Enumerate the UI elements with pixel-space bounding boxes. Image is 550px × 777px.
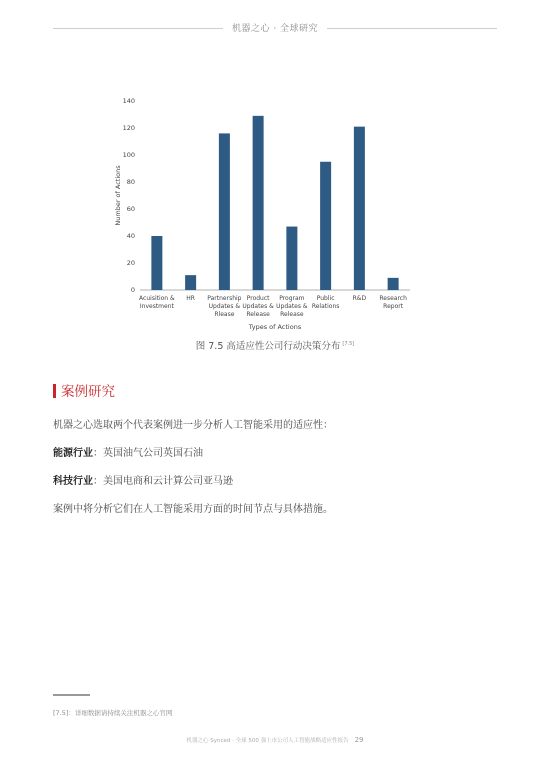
footnote: [7.5]：详细数据请持续关注机器之心官网 (53, 709, 173, 717)
bar (354, 127, 365, 290)
tech-label: 科技行业 (53, 476, 93, 487)
x-tick-label: Release (280, 311, 304, 318)
energy-label: 能源行业 (53, 448, 93, 459)
running-header-text: 机器之心 · 全球研究 (224, 24, 326, 34)
x-tick-label: R&D (352, 295, 367, 302)
intro-paragraph: 机器之心选取两个代表案例进一步分析人工智能采用的适应性： (53, 420, 333, 431)
x-tick-label: Rlease (214, 311, 235, 318)
running-header (0, 21, 550, 34)
bar (388, 278, 399, 290)
section-heading (53, 380, 115, 400)
x-tick-label: Public (316, 295, 335, 302)
bar (286, 227, 297, 290)
bar-chart (100, 92, 430, 337)
x-tick-label: Acuisition & (139, 295, 175, 302)
bar (320, 162, 331, 290)
bar (219, 133, 230, 290)
closing-paragraph: 案例中将分析它们在人工智能采用方面的时间节点与具体措施。 (53, 504, 333, 515)
y-axis-title: Number of Actions (114, 165, 122, 226)
footnote-rule (53, 694, 90, 696)
tech-case (53, 472, 233, 487)
y-tick-label: 40 (126, 232, 135, 240)
figure-ref[interactable]: [7.5] (342, 341, 355, 347)
page-footer (0, 736, 550, 744)
x-tick-label: Updates & (208, 303, 241, 310)
x-tick-label: Program (279, 295, 305, 302)
x-tick-label: HR (186, 295, 195, 302)
x-tick-label: Updates & (276, 303, 308, 310)
bar (151, 236, 162, 290)
y-tick-label: 20 (126, 259, 135, 267)
x-tick-label: Report (383, 303, 404, 310)
section-title: 案例研究 (61, 384, 115, 400)
x-tick-label: Investment (139, 303, 174, 310)
section-accent-bar (53, 384, 56, 398)
x-tick-label: Updates & (242, 303, 274, 310)
bar (253, 116, 264, 290)
bar (185, 275, 196, 290)
x-tick-label: Release (246, 311, 270, 318)
y-tick-label: 0 (130, 286, 135, 294)
x-axis-title: Types of Actions (248, 323, 302, 331)
energy-case (53, 444, 203, 459)
y-tick-label: 80 (126, 178, 135, 186)
y-tick-label: 60 (126, 205, 135, 213)
y-tick-label: 120 (122, 124, 135, 132)
x-tick-label: Research (379, 295, 407, 302)
figure-caption-text: 图 7.5 高适应性公司行动决策分布 (195, 341, 341, 352)
y-tick-label: 140 (122, 97, 135, 105)
figure-caption (0, 338, 550, 352)
footer-text: 机器之心 Synced · 全球 500 强上市公司人工智能战略适应性报告 (186, 738, 349, 744)
energy-text: ：英国油气公司英国石油 (93, 448, 203, 459)
y-tick-label: 100 (122, 151, 135, 159)
x-tick-label: Relations (311, 303, 340, 310)
page-number: 29 (354, 736, 364, 744)
x-tick-label: Product (246, 295, 270, 302)
x-tick-label: Partnership (207, 295, 242, 302)
tech-text: ：美国电商和云计算公司亚马逊 (93, 476, 233, 487)
